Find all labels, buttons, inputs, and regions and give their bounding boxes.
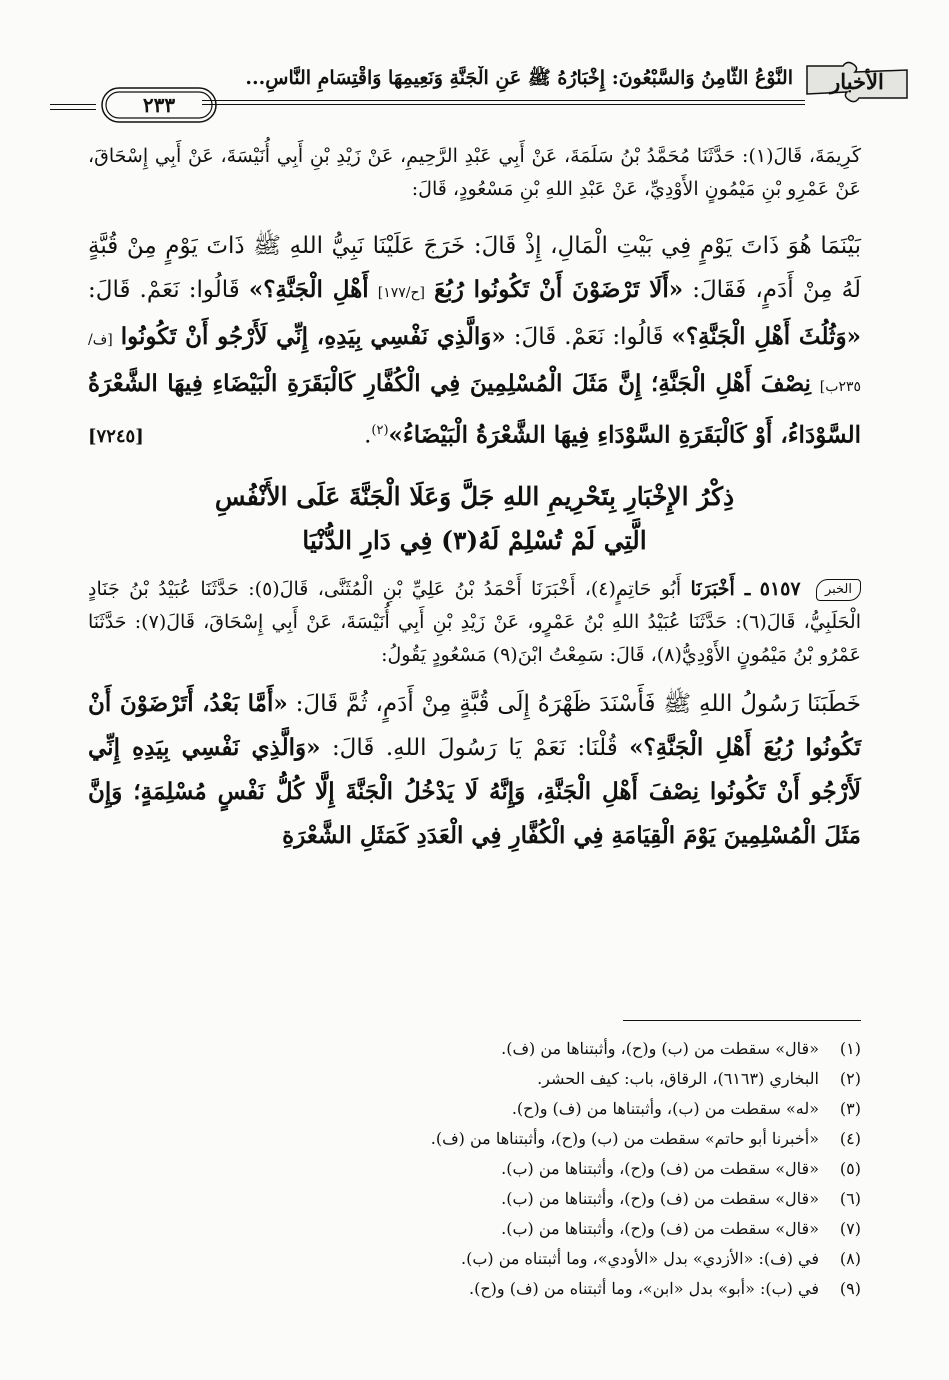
hadith-reference: [٧٢٤٥] [88,425,144,447]
footnote: (٧)«قال» سقطت من (ف) و(ح)، وأثبتناها من (ب). [501,1219,861,1238]
intro-text: كَرِيمَةَ، قَالَ(١): حَدَّثَنَا مُحَمَّدُ بْنُ سَلَمَةَ، عَنْ أَبِي عَبْدِ الرَّحِيمِ، عَنْ زَيْدِ بْنِ أَبِي أُنَيْسَةَ، عَنْ أَبِي إِسْحَاقَ، عَنْ عَمْرِو بْنِ مَيْمُونٍ الأَوْدِيِّ، عَنْ عَبْدِ اللهِ بْنِ مَسْعُودٍ، قَالَ: [88,145,862,200]
prophetic-quote: أَهْلِ الْجَنَّةِ؟» [248,276,369,303]
heading-line: الَّتِي لَمْ تُسْلِمْ لَهُ(٣) فِي دَارِ الدُّنْيَا [302,525,647,555]
chapter-heading [88,475,861,563]
manuscript-ref: [ح/١٧٧] [377,285,425,301]
header-rule [202,104,805,105]
page-number-box [100,86,218,124]
isnad-lead: ـ أَخْبَرَنَا [690,577,751,600]
hadith-tag: الخبر [816,579,861,601]
narration-text: قَالُوا: نَعَمْ. قَالَ: [513,324,664,350]
heading-line: ذِكْرُ الإِخْبَارِ بِتَحْرِيمِ اللهِ جَلَّ وَعَلَا الْجَنَّةَ عَلَى الأَنْفُسِ [214,481,735,511]
prophetic-quote: «أَمَّا بَعْدُ، أَتَرْضَوْنَ أَنْ تَكُونُوا رُبُعَ أَهْلِ الْجَنَّةِ؟» [88,689,861,761]
hadith-text [88,682,861,858]
narration-text: . [364,422,372,449]
footnote: (٨)في (ف): «الأزدي» بدل «الأودي»، وما أثبتناه من (ب). [460,1249,861,1268]
narration-text: خَطَبَنَا رَسُولُ اللهِ ﷺ فَأَسْنَدَ ظَهْرَهُ إِلَى قُبَّةٍ مِنْ أَدَمٍ، ثُمَّ قَالَ: [295,690,861,717]
page-header [92,60,911,118]
hadith-number: ٥١٥٧ [759,577,801,600]
header-rule [50,104,96,105]
prophetic-quote: «وَثُلُثَ أَهْلِ الْجَنَّةِ؟» [671,323,861,350]
prophetic-quote: «وَالَّذِي نَفْسِي بِيَدِهِ إِنِّي لَأَرْجُو أَنْ تَكُونُوا نِصْفَ أَهْلِ الْجَنَّةِ، وَإِنَّهُ لَا يَدْخُلُ الْجَنَّةَ إِلَّا كُلُّ نَفْسٍ مُسْلِمَةٍ؛ وَإِنَّ مَثَلَ الْمُسْلِمِينَ يَوْمَ الْقِيَامَةِ فِي الْكُفَّارِ فِي الْعَدَدِ كَمَثَلِ الشَّعْرَةِ [88,733,861,849]
narration-text: بَيْنَمَا هُوَ ذَاتَ يَوْمٍ فِي بَيْتِ الْمَالِ، إِذْ قَالَ: خَرَجَ عَلَيْنَا نَبِيُّ اللهِ ﷺ ذَاتَ يَوْمٍ مِنْ قُبَّةٍ لَهُ مِنْ أَدَمٍ، فَقَالَ: [88,233,861,303]
isnad-text: أَبُو حَاتِمٍ(٤)، أَخْبَرَنَا أَحْمَدُ بْنُ عَلِيِّ بْنِ الْمُثَنَّى، قَالَ(٥): حَدَّثَنَا عُبَيْدُ بْنُ جَنَادٍ الْحَلَبِيُّ، قَالَ(٦): حَدَّثَنَا عُبَيْدُ اللهِ بْنُ عَمْرٍو، عَنْ زَيْدِ بْنِ أَبِي أُنَيْسَةَ، عَنْ أَبِي إِسْحَاقَ، قَالَ(٧): حَدَّثَنَا عَمْرُو بْنُ مَيْمُونٍ الأَوْدِيُّ(٨)، قَالَ: سَمِعْتُ ابْنَ(٩) مَسْعُودٍ يَقُولُ: [88,577,861,666]
footnote: (٢)البخاري (٦١٦٣)، الرقاق، باب: كيف الحشر. [537,1069,861,1088]
section-badge [803,60,911,104]
header-rule [50,109,96,110]
badge-label: الأخبار [830,69,884,94]
narration-text: قُلْنَا: نَعَمْ يَا رَسُولَ اللهِ. قَالَ: [331,734,618,761]
manuscript-ref: [ف/٢٣٥ب] [88,332,862,395]
footnote-divider [623,1020,861,1021]
narration-text: قَالُوا: نَعَمْ. قَالَ: [88,277,240,303]
footnote-ref: (٢) [371,423,389,438]
footnote: (٩)في (ب): «أبو» بدل «ابن»، وما أثبتناه من (ف) و(ح). [469,1279,861,1298]
page-body [88,140,861,858]
prophetic-quote: نِصْفَ أَهْلِ الْجَنَّةِ؛ إِنَّ مَثَلَ الْمُسْلِمِينَ فِي الْكُفَّارِ كَالْبَقَرَةِ الْبَيْضَاءِ فِيهَا الشَّعْرَةُ السَّوْدَاءُ، أَوْ كَالْبَقَرَةِ السَّوْدَاءِ فِيهَا الشَّعْرَةُ الْبَيْضَاءُ» [88,370,861,449]
page-number: ٢٣٣ [142,93,176,117]
footnotes [160,1034,861,1304]
hadith-text [88,224,861,458]
footnote: (٤)«أخبرنا أبو حاتم» سقطت من (ب) و(ح)، وأثبتناها من (ف). [430,1129,861,1148]
footnote: (٣)«له» سقطت من (ب)، وأثبتناها من (ف) و(ح). [511,1099,861,1118]
prophetic-quote: «وَالَّذِي نَفْسِي بِيَدِهِ، إِنِّي لَأَرْجُو أَنْ تَكُونُوا [120,323,506,350]
intro-paragraph [88,140,861,206]
header-rule [202,100,805,101]
isnad-paragraph [88,573,861,672]
footnote: (٦)«قال» سقطت من (ف) و(ح)، وأثبتناها من (ب). [501,1189,861,1208]
footnote: (١)«قال» سقطت من (ب) و(ح)، وأثبتناها من (ف). [501,1039,861,1058]
footnote: (٥)«قال» سقطت من (ف) و(ح)، وأثبتناها من (ب). [501,1159,861,1178]
prophetic-quote: «أَلَا تَرْضَوْنَ أَنْ تَكُونُوا رُبُعَ [434,276,684,303]
running-header-title: النَّوْعُ الثَّامِنُ وَالسَّبْعُونَ: إِخْبَارُهُ ﷺ عَنِ الْجَنَّةِ وَنَعِيمِهَا وَاقْتِسَامِ النَّاسِ... [245,67,793,89]
